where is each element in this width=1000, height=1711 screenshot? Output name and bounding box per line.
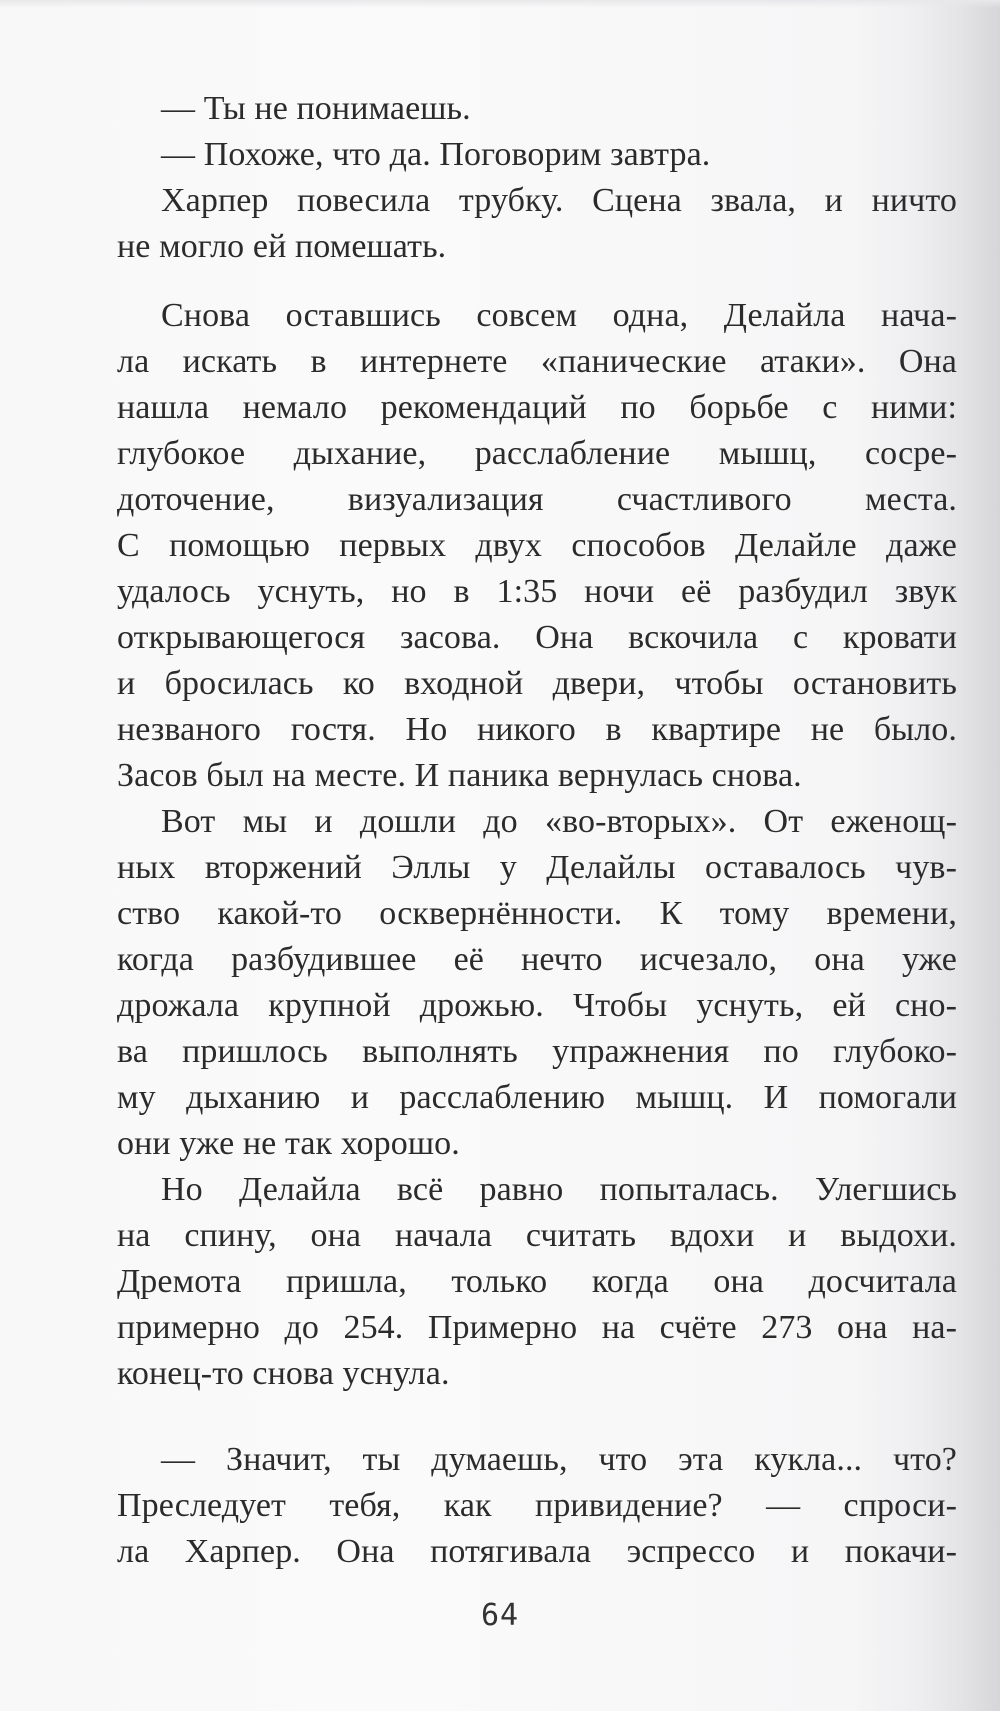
text-line: глубокое дыхание, расслабление мышц, сосре- [117,435,957,472]
text-line: Харпер повесила трубку. Сцена звала, и ничто [161,182,957,219]
text-line: удалось уснуть, но в 1:35 ночи её разбудил звук [117,573,957,610]
text-line: дрожала крупной дрожью. Чтобы уснуть, ей сно- [117,987,957,1024]
text-line: открывающегося засова. Она вскочила с кровати [117,619,957,656]
text-line: ла Харпер. Она потягивала эспрессо и покачи- [117,1533,957,1570]
text-line: — Значит, ты думаешь, что эта кукла... что? [161,1441,957,1478]
text-line: не могло ей помешать. [117,228,447,265]
text-line: Снова оставшись совсем одна, Делайла нача- [161,297,957,334]
text-line: Дремота пришла, только когда она досчитала [117,1263,957,1300]
text-line: ство какой-то осквернённости. К тому времени, [117,895,957,932]
text-line: нашла немало рекомендаций по борьбе с ними: [117,389,957,426]
text-line: Вот мы и дошли до «во-вторых». От еженощ- [161,803,957,840]
text-line: когда разбудившее её нечто исчезало, она уже [117,941,957,978]
text-line: конец-то снова уснула. [117,1355,450,1392]
text-line: — Ты не понимаешь. [161,90,471,127]
text-line: на спину, она начала считать вдохи и выдохи. [117,1217,957,1254]
text-line: Но Делайла всё равно попыталась. Улегшись [161,1171,957,1208]
text-line: Преследует тебя, как привидение? — спроси- [117,1487,957,1524]
text-line: доточение, визуализация счастливого места. [117,481,957,518]
text-line: Засов был на месте. И паника вернулась снова. [117,757,802,794]
text-line: му дыханию и расслаблению мышц. И помогали [117,1079,957,1116]
text-line: незваного гостя. Но никого в квартире не было. [117,711,957,748]
page-number: 64 [480,1598,520,1633]
text-line: они уже не так хорошо. [117,1125,460,1162]
text-line: С помощью первых двух способов Делайле даже [117,527,957,564]
text-line: ных вторжений Эллы у Делайлы оставалось чув- [117,849,957,886]
text-line: примерно до 254. Примерно на счёте 273 она на- [117,1309,957,1346]
text-line: ва пришлось выполнять упражнения по глубоко- [117,1033,957,1070]
text-line: — Похоже, что да. Поговорим завтра. [161,136,711,173]
text-line: и бросилась ко входной двери, чтобы остановить [117,665,957,702]
text-line: ла искать в интернете «панические атаки». Она [117,343,957,380]
